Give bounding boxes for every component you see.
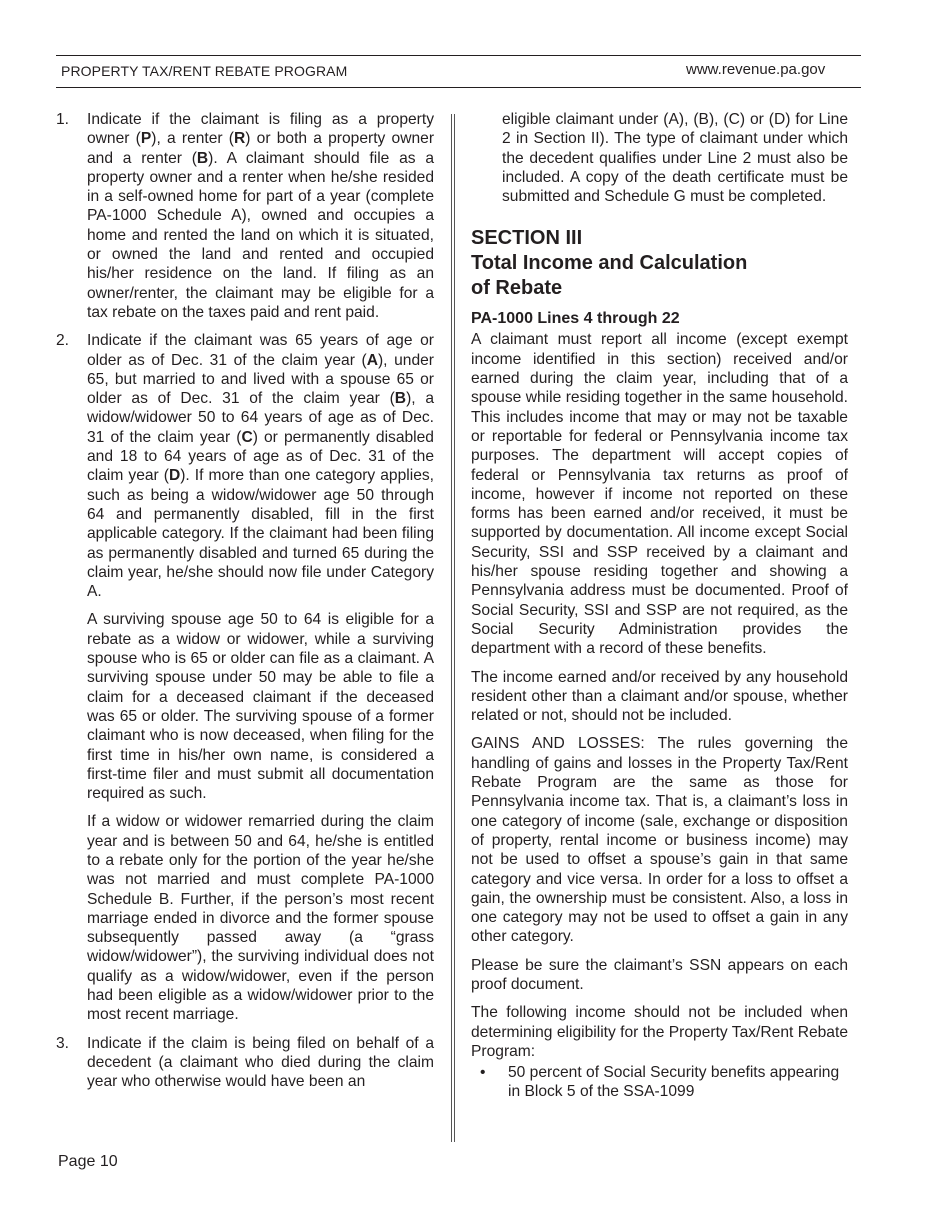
list-item <box>480 1063 848 1102</box>
item-1-number: 1. <box>56 111 70 128</box>
item-3-continued-text: eligible claimant under (A), (B), (C) or (D) for Line 2 in Section II). The type of claimant under which the decedent qualifies under Line 2 must also be included. A copy of the death certificate must be submitted and Schedule G must be completed. <box>502 111 848 206</box>
list-item-2 <box>56 331 434 601</box>
household-resident-paragraph: The income earned and/or received by any household resident other than a claimant and/or spouse, whether related or not, should not be included. <box>471 668 848 725</box>
item-1-text: Indicate if the claimant is filing as a property owner (P), a renter (R) or both a property owner and a renter (B). A claimant should file as a property owner and a renter when he/she resided in a self-owned home for part of a year (complete PA-1000 Schedule A), owned and occupies a home and rented the land on which it is situated, or owned the land and rented and occupied his/her residence on the land. If filing as an owner/renter, the claimant may be eligible for a tax rebate on the taxes paid and rent paid. <box>87 111 435 321</box>
bullet-icon: • <box>480 1064 486 1082</box>
bullet-text: 50 percent of Social Security benefits appearing in Block 5 of the SSA-1099 <box>508 1064 840 1101</box>
item-3-number: 3. <box>56 1034 70 1052</box>
right-column <box>471 110 848 1102</box>
item-2-text: Indicate if the claimant was 65 years of age or older as of Dec. 31 of the claim year (A), under 65, but married to and lived with a spouse 65 or older as of Dec. 31 of the claim year (B), a widow/widower 50 to 64 years of age as of Dec. 31 of the claim year (C) or permanently disabled and 18 to 64 years of age as of Dec. 31 of the claim year (D). If more than one category applies, such as being a widow/widower age 50 through 64 and permanently disabled, fill in the first applicable category. If the claimant had been filing as permanently disabled and turned 65 during the claim year, he/she should now file under Category A. <box>87 332 434 601</box>
header-rule-bottom <box>56 87 861 88</box>
item-2-surviving-spouse-paragraph: A surviving spouse age 50 to 64 is eligible for a rebate as a widow or widower, while a surviving spouse who is 65 or older can file as a claimant. A surviving spouse under 50 may be able to file a claim for a deceased claimant if the deceased was 65 or older. The surviving spouse of a former claimant who is now deceased, when filing for the first time in his/her own name, is considered a first-time filer and must submit all documentation required as such. <box>87 611 434 803</box>
list-item-1 <box>56 110 434 322</box>
left-column <box>56 110 434 1101</box>
ssn-paragraph: Please be sure the claimant’s SSN appears on each proof document. <box>471 956 848 993</box>
header-program-title: PROPERTY TAX/RENT REBATE PROGRAM <box>61 63 348 79</box>
header-website: www.revenue.pa.gov <box>686 61 826 78</box>
excluded-income-paragraph: The following income should not be included when determining eligibility for the Property Tax/Rent Rebate Program: <box>471 1004 848 1060</box>
item-3-text: Indicate if the claim is being filed on behalf of a decedent (a claimant who died during the claim year who otherwise would have been an <box>87 1034 434 1091</box>
header-rule-top <box>56 55 861 56</box>
section-title: SECTION III Total Income and Calculation of Rebate <box>471 227 748 300</box>
section-subheading: PA-1000 Lines 4 through 22 <box>471 310 680 328</box>
item-2-number: 2. <box>56 332 70 350</box>
income-paragraph: A claimant must report all income (except exempt income identified in this section) received and/or earned during the claim year, including that of a spouse while residing together in the same household. This includes income that may or may not be taxable or reportable for federal or Pennsylvania income tax purposes. The department will accept copies of federal or Pennsylvania tax returns as proof of income, however if income not reported on these forms has been earned and/or received, it must be supported by documentation. All income except Social Security, SSI and SSP received by a claimant and his/her spouse residing together and showing a Pennsylvania address must be documented. Proof of Social Security, SSI and SSP are not required, as the Social Security Administration provides the department with a record of these benefits. <box>471 331 848 658</box>
gains-losses-paragraph: GAINS AND LOSSES: The rules governing the handling of gains and losses in the Property Tax/Rent Rebate Program are the same as those for Pennsylvania income tax. That is, a claimant’s loss in one category of income (sale, exchange or disposition of property, rental income or business income) may not be used to offset a spouse’s gain in that same category and vice versa. In order for a loss to offset a gain, the ownership must be consistent. Also, a loss in one category may not be used to offset a gain in any other category. <box>471 735 848 946</box>
list-item-3 <box>56 1034 434 1092</box>
item-2-remarried-paragraph: If a widow or widower remarried during the claim year and is between 50 and 64, he/she is entitled to a rebate only for the portion of the year he/she was not married and must complete PA-1000 Schedule B. Further, if the person’s most recent marriage ended in divorce and the former spouse subsequently passed away (a “grass widow/widower”), the surviving individual does not qualify as a widow/widower, even if the person had been eligible as a widow/widower prior to the most recent marriage. <box>87 813 434 1024</box>
column-divider <box>451 114 455 1142</box>
page-number: Page 10 <box>58 1153 118 1170</box>
